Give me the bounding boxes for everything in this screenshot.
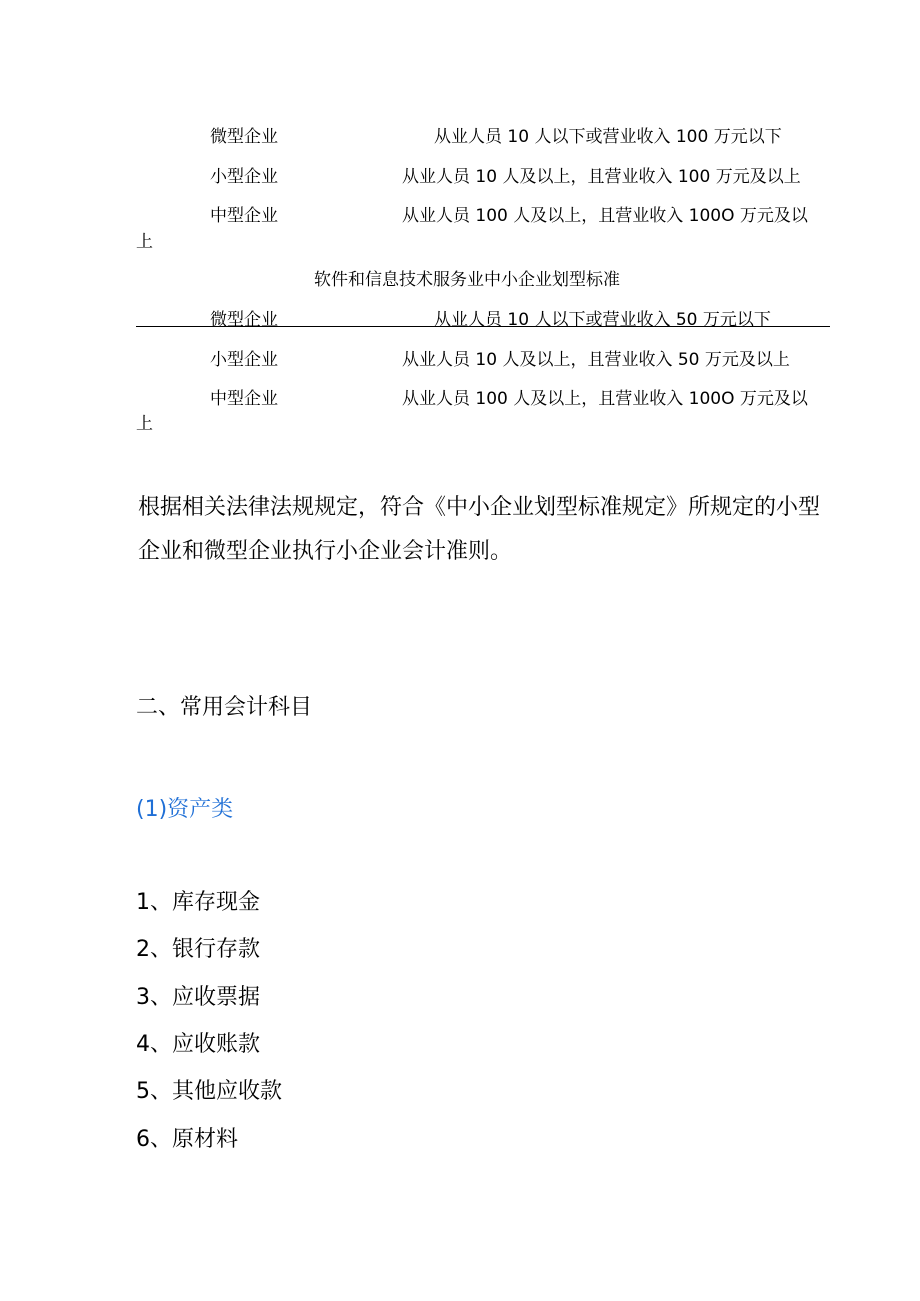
table2-row-category: 微型企业 (210, 310, 278, 330)
table1-row-category: 微型企业 (210, 127, 278, 147)
table1-row-criteria-wrap: 上 (136, 232, 153, 252)
table2-row-criteria: 从业人员 10 人以下或营业收入 50 万元以下 (434, 310, 771, 330)
table2-divider (136, 326, 830, 327)
table2-row-category: 中型企业 (210, 389, 278, 409)
table2-row-criteria: 从业人员 10 人及以上，且营业收入 50 万元及以上 (402, 350, 790, 370)
table1-row-criteria: 从业人员 10 人及以上，且营业收入 100 万元及以上 (402, 167, 801, 187)
table1-row-category: 小型企业 (210, 167, 278, 187)
table2-row-criteria-wrap: 上 (136, 414, 153, 434)
list-item: 1、库存现金 (136, 890, 260, 915)
table2-row-criteria: 从业人员 100 人及以上，且营业收入 100O 万元及以 (402, 389, 808, 409)
body-paragraph: 根据相关法律法规规定，符合《中小企业划型标准规定》所规定的小型企业和微型企业执行小企业会计准则。 (138, 495, 821, 564)
subsection-heading: (1)资产类 (136, 797, 234, 822)
table1-row-criteria: 从业人员 100 人及以上，且营业收入 100O 万元及以 (402, 206, 808, 226)
list-item: 4、应收账款 (136, 1032, 260, 1057)
table1-row-criteria: 从业人员 10 人以下或营业收入 100 万元以下 (434, 127, 782, 147)
list-item: 2、银行存款 (136, 937, 260, 962)
section-heading: 二、常用会计科目 (136, 695, 313, 720)
list-item: 6、原材料 (136, 1127, 238, 1152)
list-item: 5、其他应收款 (136, 1079, 282, 1104)
table2-caption: 软件和信息技术服务业中小企业划型标准 (314, 270, 620, 290)
list-item: 3、应收票据 (136, 985, 260, 1010)
table1-row-category: 中型企业 (210, 206, 278, 226)
table2-row-category: 小型企业 (210, 350, 278, 370)
